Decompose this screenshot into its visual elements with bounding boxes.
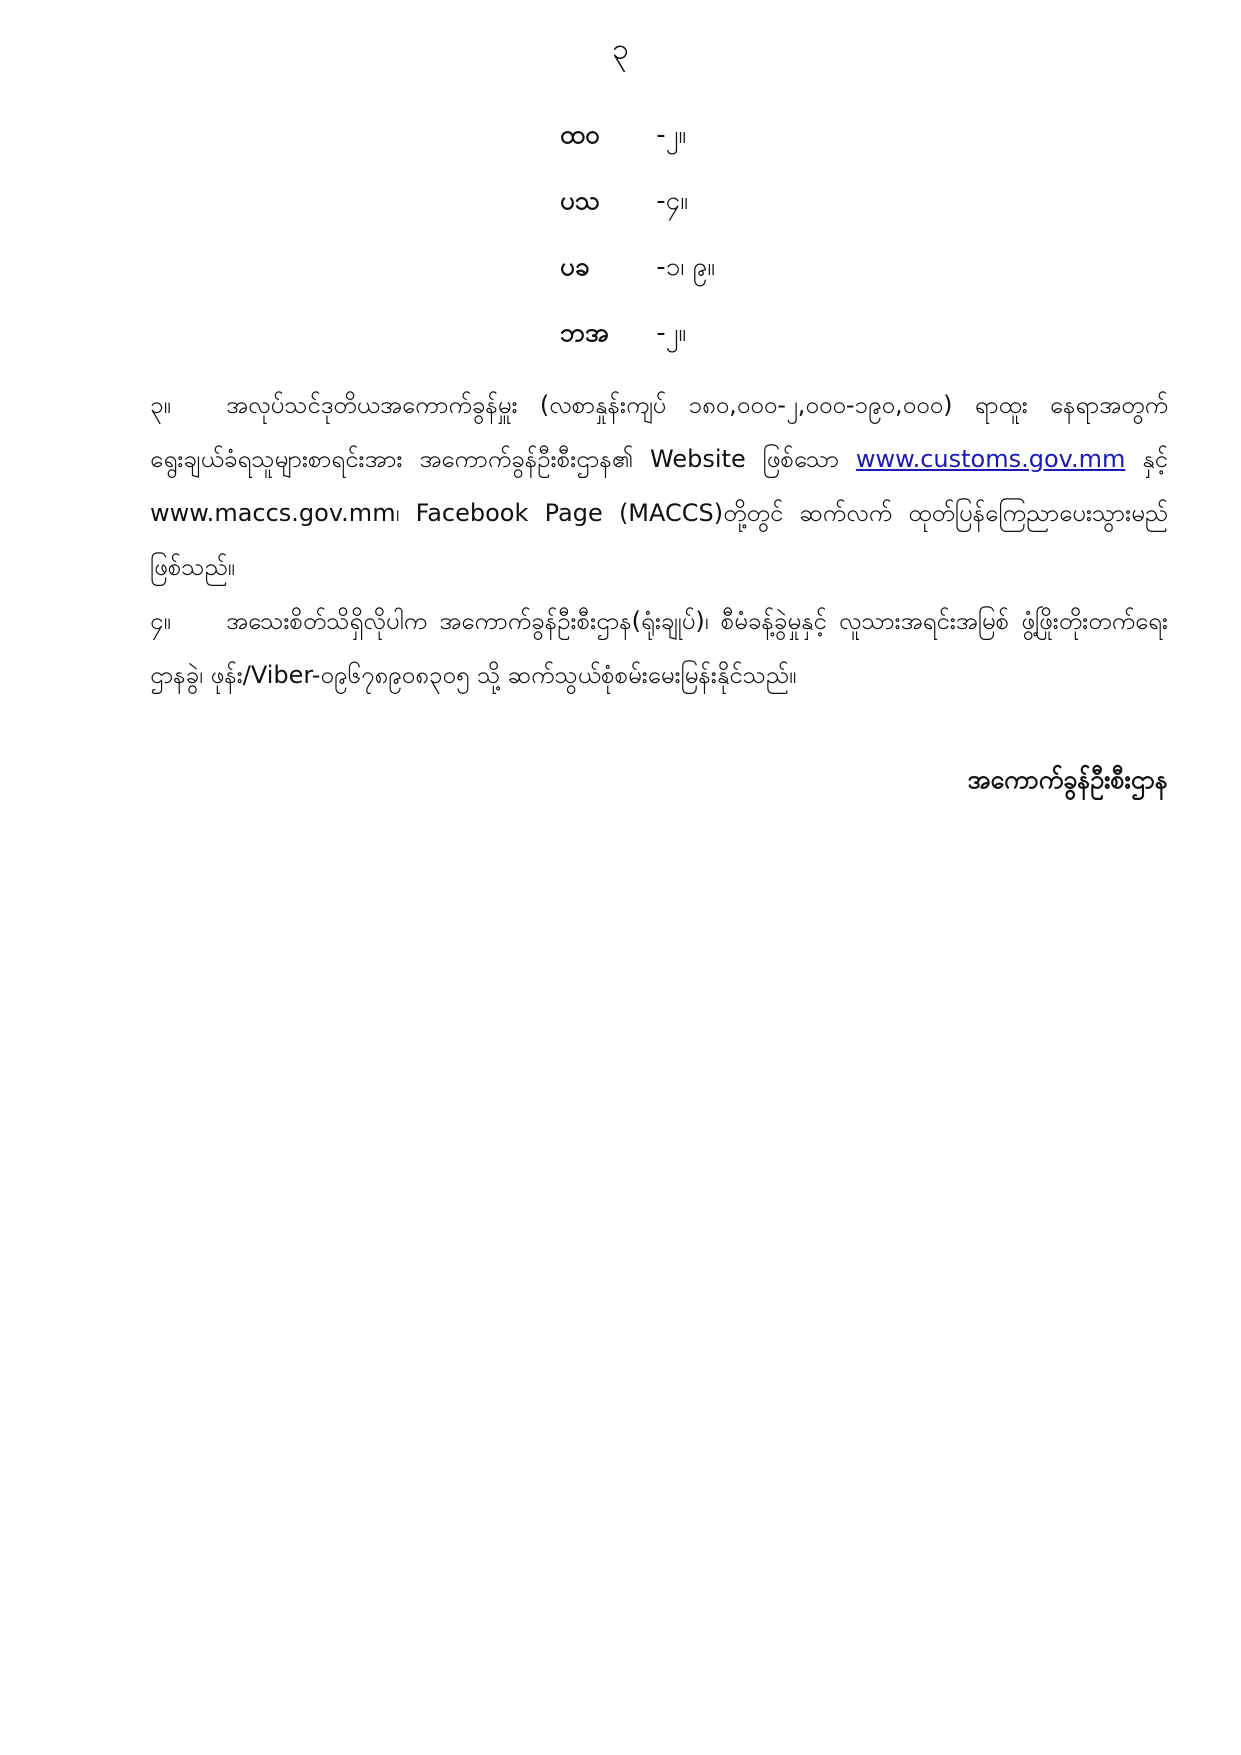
code-list [560,115,715,379]
code-value: -၄။ [656,186,689,216]
paragraph-text: နှင့် www.maccs.gov.mm၊ Facebook Page (MACCS)တို့တွင် ဆက်လက် ထုတ်ပြန်ကြေညာပေးသွားမည် ဖြစ်သည်။ [150,445,1168,581]
paragraph-3 [150,378,1168,594]
code-row [560,247,715,313]
code-row [560,115,715,181]
paragraph-text: အသေးစိတ်သိရှိလိုပါက အကောက်ခွန်ဦးစီးဌာန(ရုံးချုပ်)၊ စီမံခန့်ခွဲမှုနှင့် လူသားအရင်းအမြစ် ဖွံ့ဖြိုးတိုးတက်ရေးဌာနခွဲ၊ ဖုန်း/Viber-၀၉၆၇၈၉၀၈၃၀၅ သို့ ဆက်သွယ်စုံစမ်းမေးမြန်းနိုင်သည်။ [150,607,1168,689]
code-value: -၁၊ ၉။ [656,252,716,282]
code-row [560,181,715,247]
code-label: ပသ [560,186,600,216]
code-label: ဘအ [560,318,609,348]
paragraph-text: အလုပ်သင်ဒုတိယအကောက်ခွန်မှူး (လစာနှုန်းကျပ် ၁၈၀,၀၀၀-၂,၀၀၀-၁၉၀,၀၀၀) ရာထူး နေရာအတွက် ရွေးချယ်ခံရသူများစာရင်းအား အကောက်ခွန်ဦးစီးဌာန၏ Website ဖြစ်သော [150,391,1168,473]
code-row [560,313,715,379]
signature: အကောက်ခွန်ဦးစီးဌာန [967,765,1168,794]
code-value: -၂။ [656,120,687,150]
code-label: ထဝ [560,120,600,150]
page-number: ၃ [612,32,629,67]
paragraph-number: ၄။ [150,607,171,635]
code-value: -၂။ [656,318,687,348]
customs-website-link[interactable]: www.customs.gov.mm [855,445,1126,473]
paragraph-4 [150,594,1168,702]
code-label: ပခ [560,252,590,282]
body-text [150,378,1168,702]
paragraph-number: ၃။ [150,391,171,419]
